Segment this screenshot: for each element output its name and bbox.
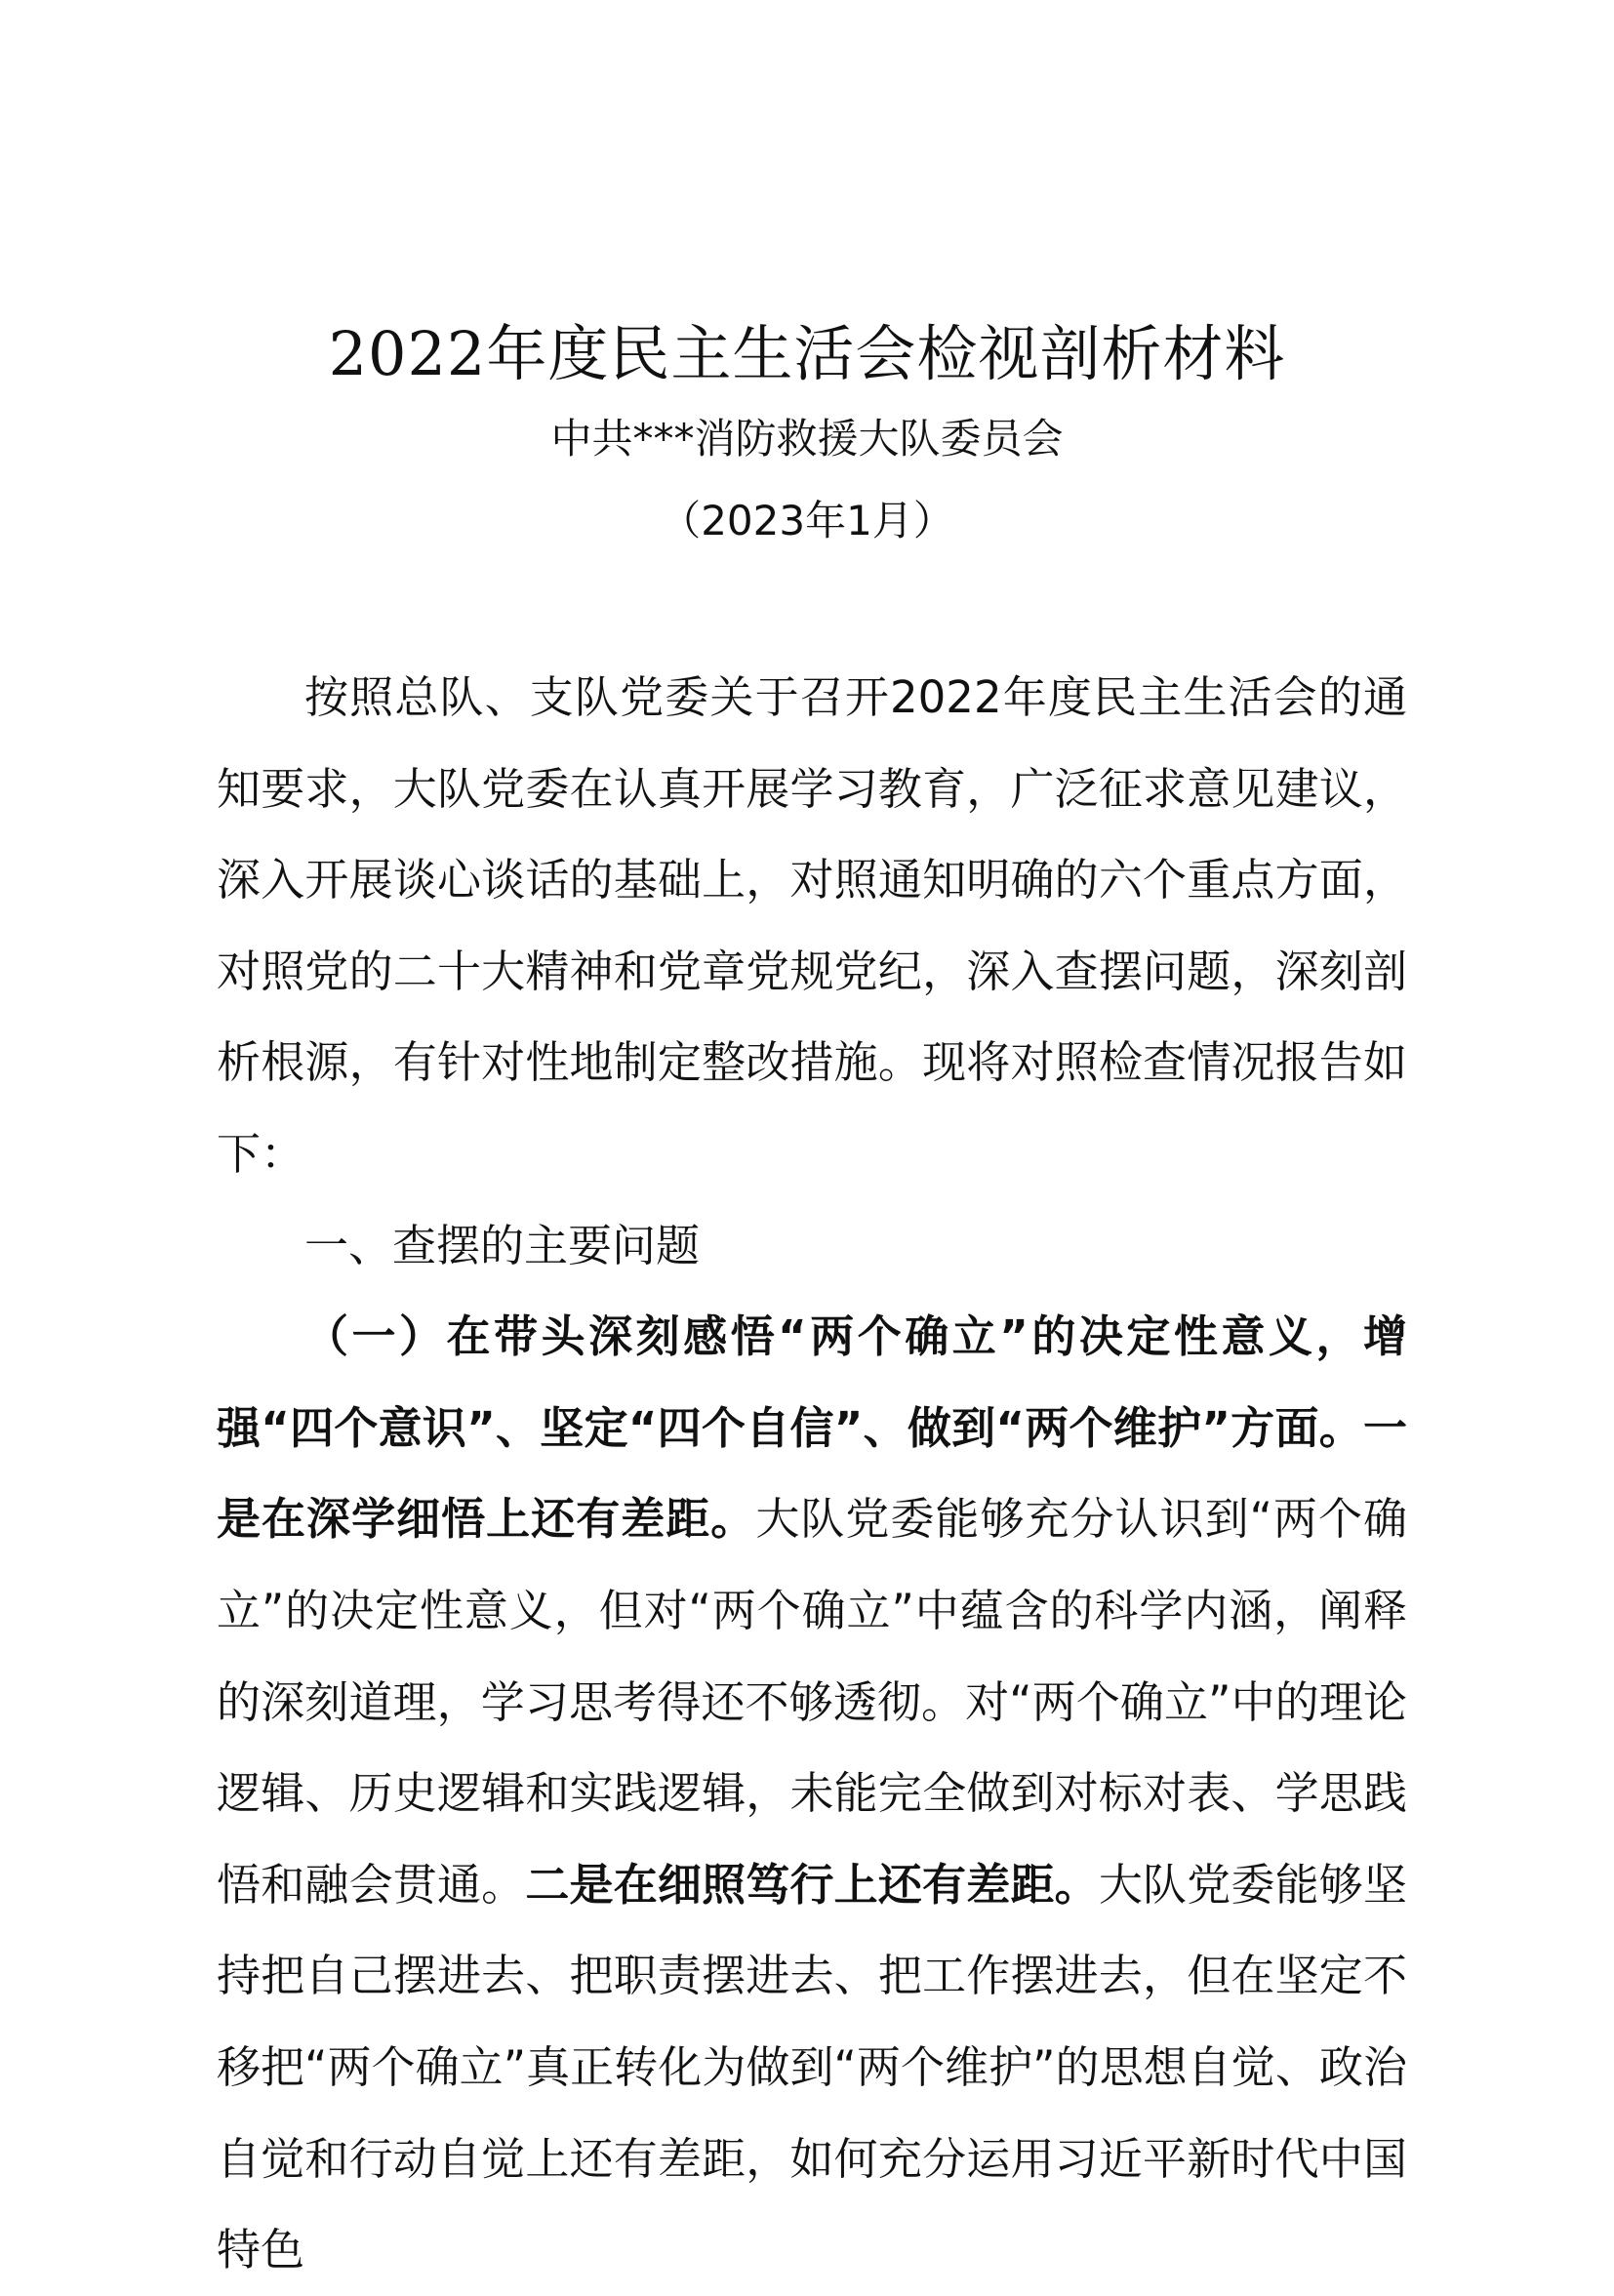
point-one-title: 一是在深学细悟上还有差距。 <box>217 1401 1407 1546</box>
document-title: 2022年度民主生活会检视剖析材料 <box>328 318 1286 389</box>
section-heading: 一、查摆的主要问题 <box>304 1219 701 1271</box>
document-date: （2023年1月） <box>660 497 954 544</box>
point-one-text: 大队党委能够充分认识到“两个确立”的决定性意义，但对“两个确立”中蕴含的科学内涵，阐释的深刻道理，学习思考得还不够透彻。对“两个确立”中的理论逻辑、历史逻辑和实践逻辑，未能完全做到对标对表、学思践悟和融会贯通。 <box>217 1493 1407 1911</box>
subsection-heading: （一）在带头深刻感悟“两个确立”的决定性意义，增强“四个意识”、坚定“四个自信”、做到“两个维护”方面。 <box>217 1310 1407 1454</box>
document-body <box>217 652 1407 2296</box>
intro-paragraph: 按照总队、支队党委关于召开2022年度民主生活会的通知要求，大队党委在认真开展学习教育，广泛征求意见建议，深入开展谈心谈话的基础上，对照通知明确的六个重点方面，对照党的二十大精神和党章党规党纪，深入查摆问题，深刻剖析根源，有针对性地制定整改措施。现将对照检查情况报告如下： <box>217 671 1407 1180</box>
document-subtitle: 中共***消防救援大队委员会 <box>550 415 1064 463</box>
point-two-text: 大队党委能够坚持把自己摆进去、把职责摆进去、把工作摆进去，但在坚定不移把“两个确立”真正转化为做到“两个维护”的思想自觉、政治自觉和行动自觉上还有差距，如何充分运用习近平新时代中国特色 <box>217 1858 1407 2276</box>
point-two-title: 二是在细照笃行上还有差距。 <box>525 1858 1099 1911</box>
subsection-paragraph <box>217 1291 1407 2296</box>
